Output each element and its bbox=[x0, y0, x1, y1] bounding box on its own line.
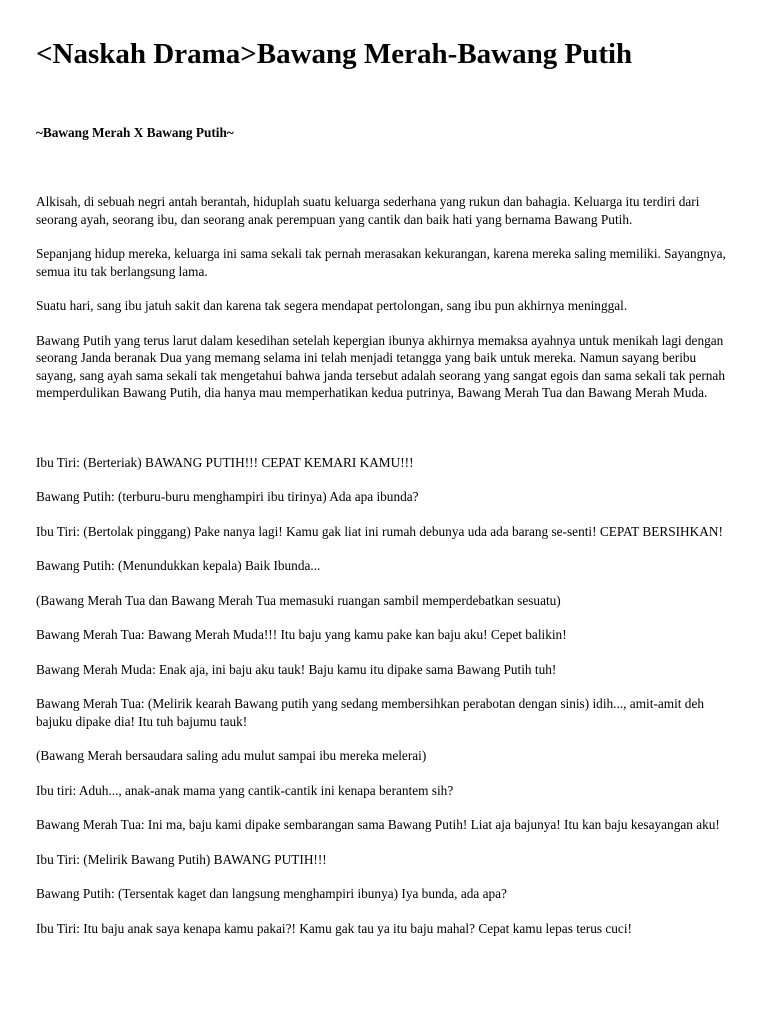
narrative-paragraph: Bawang Putih yang terus larut dalam kesedihan setelah kepergian ibunya akhirnya memaksa ayahnya untuk menikah lagi dengan seorang Janda beranak Dua yang memang selama ini telah menjadi tetangga yang baik untuk mereka. Namun sayang beribu sayang, sang ayah sama sekali tak mengetahui bahwa janda tersebut adalah seorang yang sangat egois dan sama sekali tak pernah memperdulikan Bawang Putih, dia hanya mau memperhatikan kedua putrinya, Bawang Merah Tua dan Bawang Merah Muda. bbox=[36, 332, 725, 400]
dialogue-line: Ibu Tiri: (Bertolak pinggang) Pake nanya lagi! Kamu gak liat ini rumah debunya uda ada barang se-senti! CEPAT BERSIHKAN! bbox=[36, 523, 723, 539]
dialogue-line: Ibu Tiri: (Melirik Bawang Putih) BAWANG PUTIH!!! bbox=[36, 851, 327, 867]
dialogue-line: Ibu Tiri: (Berteriak) BAWANG PUTIH!!! CEPAT KEMARI KAMU!!! bbox=[36, 454, 414, 470]
document-title: <Naskah Drama>Bawang Merah-Bawang Putih bbox=[36, 38, 633, 70]
dialogue-line: Bawang Merah Tua: Bawang Merah Muda!!! Itu baju yang kamu pake kan baju aku! Cepet balikin! bbox=[36, 627, 567, 642]
dialogue-line: (Bawang Merah bersaudara saling adu mulut sampai ibu mereka melerai) bbox=[36, 748, 427, 763]
dialogue-line: Bawang Merah Muda: Enak aja, ini baju aku tauk! Baju kamu itu dipake sama Bawang Putih tuh! bbox=[36, 661, 557, 677]
dialogue-line: (Bawang Merah Tua dan Bawang Merah Tua memasuki ruangan sambil memperdebatkan sesuatu) bbox=[36, 592, 561, 608]
dialogue-line: Bawang Putih: (terburu-buru menghampiri ibu tirinya) Ada apa ibunda? bbox=[36, 489, 419, 504]
document-body bbox=[36, 193, 736, 954]
narrative-paragraph: Suatu hari, sang ibu jatuh sakit dan karena tak segera mendapat pertolongan, sang ibu pun akhirnya meninggal. bbox=[36, 298, 628, 313]
narrative-paragraph: Sepanjang hidup mereka, keluarga ini sama sekali tak pernah merasakan kekurangan, karena mereka saling memiliki. Sayangnya, semua itu tak berlangsung lama. bbox=[36, 246, 726, 279]
dialogue-line: Ibu Tiri: Itu baju anak saya kenapa kamu pakai?! Kamu gak tau ya itu baju mahal? Cepat kamu lepas terus cuci! bbox=[36, 920, 632, 936]
document-subtitle: ~Bawang Merah X Bawang Putih~ bbox=[36, 125, 234, 140]
dialogue-line: Ibu tiri: Aduh..., anak-anak mama yang cantik-cantik ini kenapa berantem sih? bbox=[36, 782, 454, 798]
dialogue-line: Bawang Merah Tua: Ini ma, baju kami dipake sembarangan sama Bawang Putih! Liat aja bajunya! Itu kan baju kesayangan aku! bbox=[36, 817, 720, 832]
dialogue-line: Bawang Merah Tua: (Melirik kearah Bawang putih yang sedang membersihkan perabotan dengan sinis) idih..., amit-amit deh bajuku dipake dia! Itu tuh bajumu tauk! bbox=[36, 696, 705, 729]
dialogue-line: Bawang Putih: (Tersentak kaget dan langsung menghampiri ibunya) Iya bunda, ada apa? bbox=[36, 886, 507, 901]
narrative-paragraph: Alkisah, di sebuah negri antah berantah, hiduplah suatu keluarga sederhana yang rukun dan bahagia. Keluarga itu terdiri dari seorang ayah, seorang ibu, dan seorang anak perempuan yang cantik dan baik hati yang bernama Bawang Putih. bbox=[36, 194, 700, 227]
dialogue-line: Bawang Putih: (Menundukkan kepala) Baik Ibunda... bbox=[36, 558, 321, 573]
